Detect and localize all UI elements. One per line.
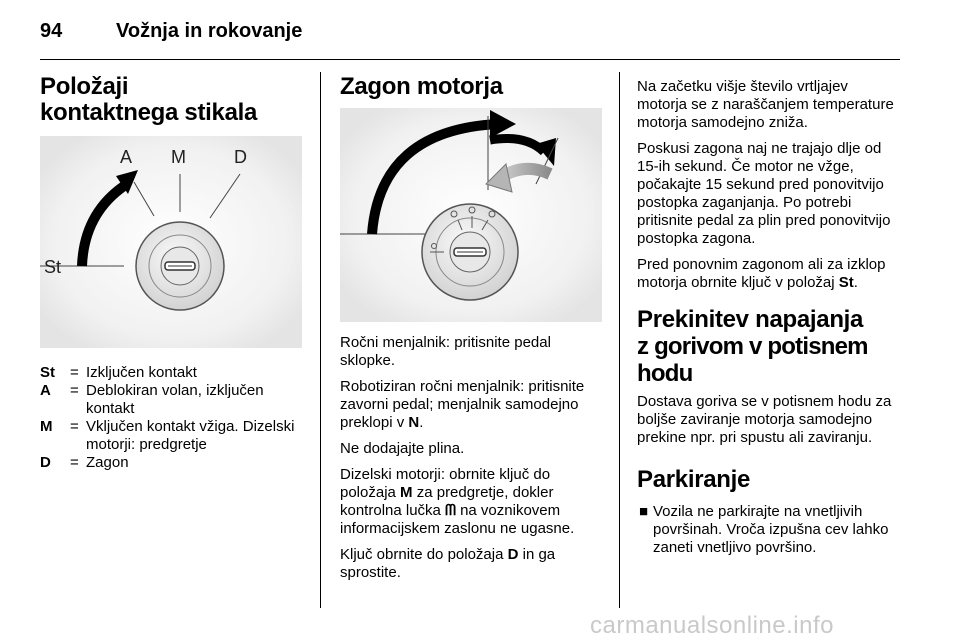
paragraph-no-throttle: Ne dodajajte plina. bbox=[340, 440, 465, 457]
key-equals: = bbox=[70, 418, 79, 435]
text-segment: Pred ponovnim zagonom ali za izklop motorja obrnite ključ v položaj bbox=[637, 256, 886, 291]
position-label-m: M bbox=[171, 147, 186, 167]
section-heading-engine-start: Zagon motorja bbox=[340, 73, 503, 100]
header-rule bbox=[40, 59, 900, 60]
key-row bbox=[40, 364, 304, 382]
key-equals: = bbox=[70, 364, 79, 381]
text-segment: Dizelski motorji: obrnite ključ do položaja bbox=[340, 466, 551, 501]
engine-start-figure bbox=[340, 108, 602, 322]
section-heading-fuel-cutoff bbox=[637, 306, 901, 387]
key-code: A bbox=[40, 382, 51, 399]
heading-line: Prekinitev napajanja bbox=[637, 306, 864, 333]
paragraph-robotized-gearbox bbox=[340, 378, 604, 432]
position-label-st: St bbox=[44, 257, 62, 277]
key-description: Izključen kontakt bbox=[86, 364, 197, 381]
position-m-bold: M bbox=[400, 484, 413, 501]
key-equals: = bbox=[70, 454, 79, 471]
text-segment: in ga sprostite. bbox=[340, 546, 556, 581]
paragraph-fuel-cutoff: Dostava goriva se v potisnem hodu za boljše zaviranje motorja samodejno prekine npr. pri spustu ali zaviranju. bbox=[637, 393, 892, 446]
column-engine-notes bbox=[637, 78, 901, 557]
paragraph-restart bbox=[637, 256, 901, 292]
key-description: Deblokiran volan, izključen kontakt bbox=[86, 382, 264, 417]
page-header bbox=[40, 20, 900, 60]
text-segment: . bbox=[419, 414, 424, 431]
list-item bbox=[637, 503, 901, 557]
text-segment: za predgretje, dokler kontrolna lučka bbox=[340, 484, 554, 519]
key-description: Zagon bbox=[86, 454, 129, 471]
ignition-switch-illustration bbox=[40, 136, 302, 348]
paragraph-manual-gearbox: Ročni menjalnik: pritisnite pedal sklopke. bbox=[340, 334, 551, 369]
key-code: St bbox=[40, 364, 55, 381]
position-key-list bbox=[40, 364, 304, 472]
key-row bbox=[40, 418, 304, 454]
running-title: Vožnja in rokovanje bbox=[116, 20, 303, 42]
paragraph-idle-speed: Na začetku višje število vrtljajev motorja se z naraščanjem temperature motorja samodejno zniža. bbox=[637, 78, 894, 131]
position-st-bold: St bbox=[838, 274, 854, 291]
text-segment: Ključ obrnite do položaja bbox=[340, 546, 508, 563]
key-code: D bbox=[40, 454, 51, 471]
watermark: carmanualsonline.info bbox=[590, 612, 834, 639]
position-label-d: D bbox=[234, 147, 247, 167]
bullet-square-icon: ■ bbox=[639, 503, 649, 520]
section-heading-parking: Parkiranje bbox=[637, 466, 751, 493]
key-row bbox=[40, 382, 304, 418]
engine-start-illustration bbox=[340, 108, 602, 322]
column-ignition-positions bbox=[40, 74, 304, 472]
ignition-switch-figure bbox=[40, 136, 302, 348]
column-divider bbox=[619, 72, 620, 608]
bullet-text: Vozila ne parkirajte na vnetljivih površinah. Vroča izpušna cev lahko zaneti vnetljivo površino. bbox=[653, 503, 889, 556]
position-label-a: A bbox=[120, 147, 133, 167]
key-description: Vključen kontakt vžiga. Dizelski motorji: predgretje bbox=[86, 418, 295, 453]
key-row bbox=[40, 454, 304, 472]
section-heading-ignition-positions: Položaji kontaktnega stikala bbox=[40, 73, 258, 126]
page-number: 94 bbox=[40, 20, 63, 42]
text-segment: na voznikovem informacijskem zaslonu ne ugasne. bbox=[340, 502, 575, 537]
heading-line: z gorivom v potisnem hodu bbox=[637, 333, 868, 387]
key-equals: = bbox=[70, 382, 79, 399]
key-code: M bbox=[40, 418, 53, 435]
glow-plug-icon: ᗰ bbox=[445, 502, 456, 519]
position-d-bold: D bbox=[507, 546, 519, 563]
paragraph-turn-key-start bbox=[340, 546, 604, 582]
paragraph-start-duration: Poskusi zagona naj ne trajajo dlje od 15-ih sekund. Če motor ne vžge, počakajte 15 sekund pred ponovitvijo postopka zaganjanja. Po potrebi pritisnite pedal za plin pred ponovitvijo postopka zagona. bbox=[637, 140, 891, 247]
text-segment: Robotiziran ročni menjalnik: pritisnite zavorni pedal; menjalnik samodejno preklopi v bbox=[340, 378, 585, 431]
column-divider bbox=[320, 72, 321, 608]
paragraph-diesel-preheat bbox=[340, 466, 604, 538]
gear-n-bold: N bbox=[408, 414, 420, 431]
text-segment: . bbox=[853, 274, 858, 291]
column-engine-start bbox=[340, 74, 604, 590]
